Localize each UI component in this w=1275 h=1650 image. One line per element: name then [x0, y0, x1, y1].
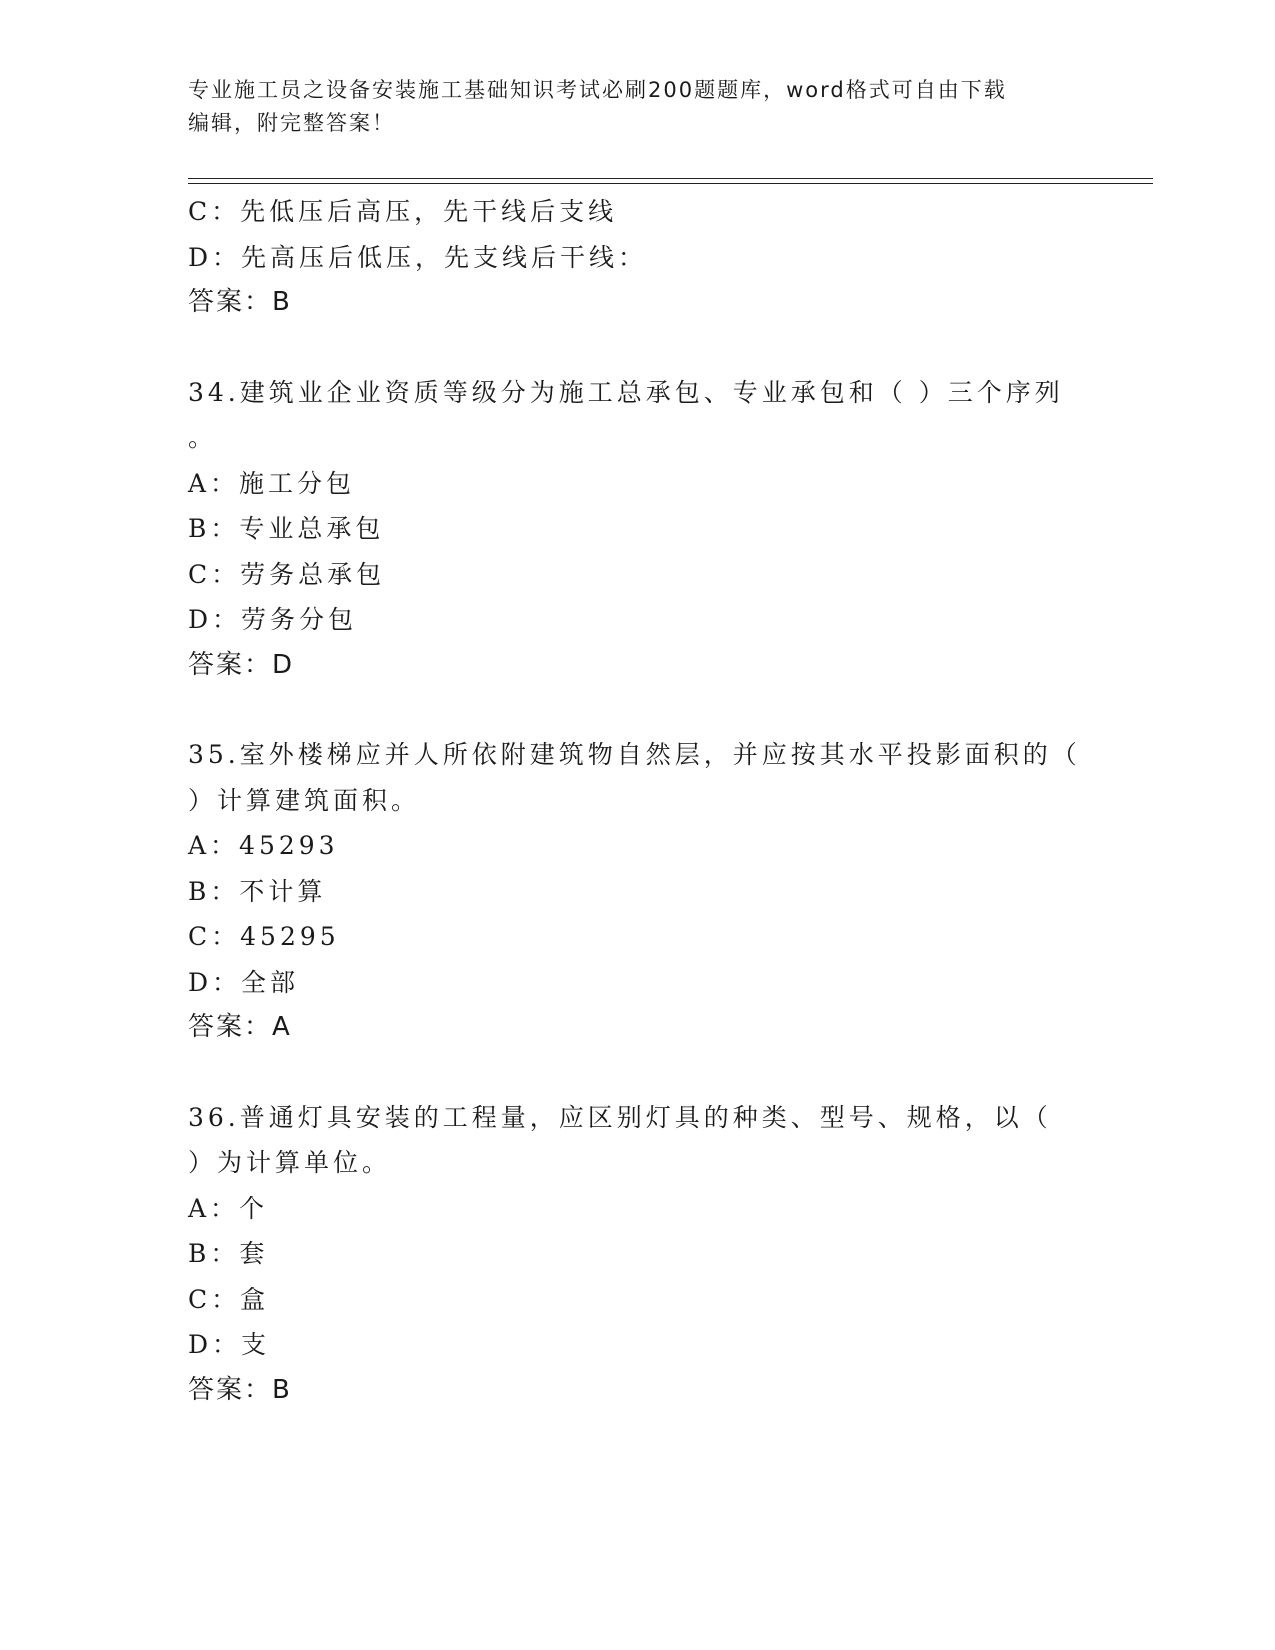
option-c: C：45295 — [188, 922, 340, 951]
question-content — [188, 189, 1088, 1413]
question-text-continued: ）计算建筑面积。 — [188, 785, 421, 815]
header-title-line-2: 编辑，附完整答案！ — [188, 111, 395, 135]
spacer — [188, 1051, 1088, 1095]
question-text: 35.室外楼梯应并人所依附建筑物自然层，并应按其水平投影面积的（ — [188, 740, 1081, 769]
option-c: C：劳务总承包 — [188, 559, 386, 589]
option-d: D：劳务分包 — [188, 605, 358, 634]
option-d: D：全部 — [188, 967, 300, 997]
spacer — [188, 688, 1088, 732]
answer-line: 答案：A — [188, 1012, 292, 1042]
spacer — [188, 326, 1088, 370]
option-a: A：45293 — [188, 831, 339, 860]
option-b: B：专业总承包 — [188, 514, 385, 543]
option-a: A：个 — [188, 1193, 269, 1223]
question-35 — [188, 732, 1088, 1051]
header-divider-top — [188, 178, 1153, 179]
option-d: D：先高压后低压，先支线后干线： — [188, 242, 648, 272]
question-text: 36.普通灯具安装的工程量，应区别灯具的种类、型号、规格，以（ — [188, 1102, 1052, 1132]
answer-line: 答案：B — [188, 287, 292, 317]
option-b: B：不计算 — [188, 876, 327, 906]
question-text-continued: 。 — [188, 423, 218, 452]
question-36 — [188, 1095, 1088, 1414]
option-a: A：施工分包 — [188, 468, 356, 498]
answer-line: 答案：B — [188, 1374, 292, 1405]
question-34 — [188, 370, 1088, 689]
question-text: 34.建筑业企业资质等级分为施工总承包、专业承包和（ ）三个序列 — [188, 377, 1064, 407]
document-header — [188, 74, 1088, 140]
header-divider-bottom — [188, 183, 1153, 184]
question-text-continued: ）为计算单位。 — [188, 1148, 392, 1177]
option-b: B：套 — [188, 1239, 269, 1268]
header-title-line-1: 专业施工员之设备安装施工基础知识考试必刷200题题库，word格式可自由下载 — [188, 78, 1007, 102]
question-33-continued — [188, 189, 1088, 326]
answer-line: 答案：D — [188, 649, 295, 680]
option-c: C：盒 — [188, 1284, 270, 1314]
option-c: C：先低压后高压，先干线后支线 — [188, 197, 618, 226]
option-d: D：支 — [188, 1330, 271, 1359]
